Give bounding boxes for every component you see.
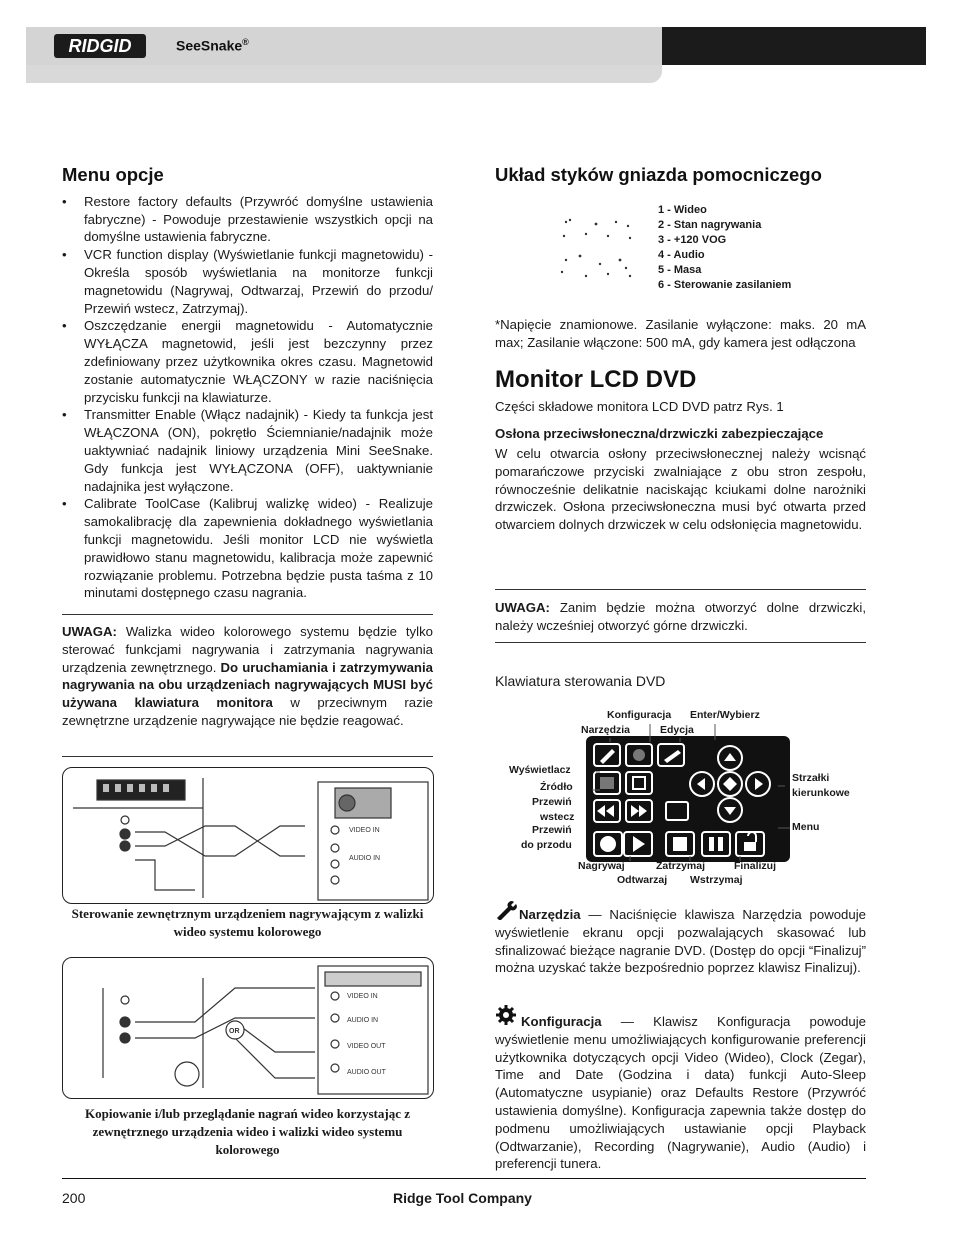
label-nagrywaj: Nagrywaj: [578, 860, 625, 872]
footer-rule: [62, 1178, 866, 1179]
list-item: 3 - +120 VOG: [658, 234, 727, 246]
label-przewin-przod-2: do przodu: [521, 839, 572, 851]
label-audio-in: AUDIO IN: [349, 855, 381, 862]
label-wstrzymaj: Wstrzymaj: [690, 874, 743, 886]
label-zrodlo: Źródło: [540, 781, 573, 793]
page-number: 200: [62, 1190, 86, 1206]
label-zatrzymaj: Zatrzymaj: [656, 860, 706, 872]
cover-text: W celu otwarcia osłony przeciwsłonecznej należy wcisnąć pomarańczowe przyciski zwalniające z obu stron zespołu, równocześnie delikatnie naciskając kciukami dolne narożniki drzwiczek. Osłona przeciwsłoneczna musi być otwarta przed otwarciem dolnych drzwiczek w celu odsłonięcia magnetowidu.: [495, 445, 866, 533]
config-label: Konfiguracja: [521, 1014, 602, 1029]
label-wyswietlacz: Wyświetlacz: [509, 764, 571, 776]
product-name: SeeSnake®: [176, 37, 249, 54]
label-edycja: Edycja: [660, 724, 694, 736]
list-item: • Calibrate ToolCase (Kalibruj walizkę wideo) - Realizuje samokalibrację dla zapewnienia dokładnego wyświetlania funkcji magnetowidu. Jeśli monitor LCD nie wyświetla prawidłowo stanu magnetowidu, kalibracja może zapewnić rozwiązanie problemu. Potrzebna będzie pusta taśma z 10 minutami dostępnego czasu nagrania.: [62, 495, 433, 602]
figure-2-caption: Kopiowanie i/lub przeglądanie nagrań wideo korzystając z zewnętrznego urządzenia wideo i walizki wideo systemu kolorowego: [85, 1106, 410, 1157]
divider: [495, 642, 866, 643]
list-item: 2 - Stan nagrywania: [658, 219, 762, 231]
ridgid-logo: [54, 34, 146, 58]
dvd-monitor-title: Monitor LCD DVD: [495, 365, 697, 393]
label-odtwarzaj: Odtwarzaj: [617, 874, 668, 886]
label-narzedzia: Narzędzia: [581, 724, 631, 736]
header-dark-block: [662, 27, 926, 65]
note2-label: UWAGA:: [495, 600, 550, 615]
note-block: UWAGA: Walizka wideo kolorowego systemu będzie tylko sterować funkcjami nagrywania i zatrzymania nagrywania urządzenia zewnętrznego. Do uruchamiania i zatrzymywania nagrywania na obu urządzeniach nagrywających MUSI być używana klawiatura monitora w przeciwnym razie zewnętrzne urządzenie nagrywające nie będzie reagować.: [62, 624, 433, 728]
list-item: 4 - Audio: [658, 249, 705, 261]
list-item: • Oszczędzanie energii magnetowidu - Automatycznie WYŁĄCZA magnetowid, jeśli jest bezczynny przez zdefiniowany przez użytkownika okres czasu. Magnetowid zostanie automatycznie WŁĄCZONY w razie naciśnięcia przycisku funkcji na klawiaturze.: [62, 317, 433, 406]
tools-label: Narzędzia: [519, 907, 581, 922]
list-item: • Restore factory defaults (Przywróć domyślne ustawienia fabryczne) - Powoduje przestawienie wszystkich opcji na domyślne ustawienia fabryczne.: [62, 193, 433, 246]
tools-description: Narzędzia — Naciśnięcie klawisza Narzędzia powoduje wyświetlenie ekranu opcji pozwalających skasować lub sfinalizować bieżące nagranie DVD. (Dostęp do opcji “Finalizuj” można uzyskać także bezpośrednio poprzez klawisz Finalizuj).: [495, 907, 866, 976]
label-video-out: VIDEO OUT: [347, 1043, 386, 1050]
list-item: 1 - Wideo: [658, 204, 707, 216]
menu-options-title: Menu opcje: [62, 164, 164, 185]
list-item: 6 - Sterowanie zasilaniem: [658, 279, 792, 291]
list-item: 5 - Masa: [658, 264, 702, 276]
label-przewin-przod-1: Przewiń: [532, 824, 572, 836]
label-video-in: VIDEO IN: [349, 827, 380, 834]
company-name: Ridge Tool Company: [393, 1190, 532, 1206]
label-przewin-wstecz-2: wstecz: [540, 811, 575, 823]
logo-text: RIDGID: [68, 36, 132, 56]
note-bold: Do uruchamiania i zatrzymywania nagrywania na obu urządzeniach nagrywających MUSI być używana klawiatura monitora: [62, 659, 433, 711]
label-enter: Enter/Wybierz: [690, 709, 760, 721]
list-item: • Transmitter Enable (Włącz nadajnik) - Kiedy ta funkcja jest WŁĄCZONA (ON), pokrętło Ściemnianie/nadajnik może uaktywniać nadajnik liniowy urządzenia Mini SeeSnake. Gdy funkcja jest WYŁĄCZONA (OFF), uaktywnianie nadajnika jest wyłączone.: [62, 406, 433, 495]
wiring-diagram-2: [63, 958, 433, 1098]
label-przewin-wstecz-1: Przewiń: [532, 796, 572, 808]
figure-copy-video: [62, 957, 434, 1099]
label-konfiguracja: Konfiguracja: [607, 709, 672, 721]
label-strzalki-1: Strzałki: [792, 772, 830, 784]
label-or: OR: [229, 1028, 240, 1035]
label-video-in: VIDEO IN: [347, 993, 378, 1000]
figure-external-recorder: [62, 767, 434, 904]
cover-heading: Osłona przeciwsłoneczna/drzwiczki zabezpieczające: [495, 426, 824, 442]
wiring-diagram-1: [63, 768, 433, 903]
divider: [495, 589, 866, 590]
divider: [62, 614, 433, 615]
label-audio-in: AUDIO IN: [347, 1017, 379, 1024]
figure-1-caption: Sterowanie zewnętrznym urządzeniem nagrywającym z walizki wideo systemu kolorowego: [71, 906, 424, 939]
pin-list: [658, 203, 791, 293]
header-underbar: [26, 65, 662, 83]
config-description: Konfiguracja — Klawisz Konfiguracja powoduje wyświetlenie menu umożliwiających konfigurowanie preferencji użytkownika dotyczących opcji Video (Wideo), Clock (Zegar), Time and Date (Godzina i data) funkcji Auto-Sleep (Automatyczne usypianie) oraz Defaults Restore (Przywróć ustawienia domyślne). Konfiguracja zapewnia także dostęp do podmenu umożliwiających ustawianie opcji Playback (Odtwarzanie), Recording (Nagrywanie), Audio (Audio) i preferencji tunera.: [495, 1014, 866, 1172]
parts-reference: Części składowe monitora LCD DVD patrz Rys. 1: [495, 399, 784, 415]
dvd-section: [495, 316, 866, 534]
voltage-note: *Napięcie znamionowe. Zasilanie wyłączone: maks. 20 mA max; Zasilanie włączone: 500 mA, gdy kamera jest odłączona: [495, 317, 866, 350]
label-finalizuj: Finalizuj: [734, 860, 776, 872]
label-audio-out: AUDIO OUT: [347, 1069, 386, 1076]
aux-section: [495, 166, 866, 184]
menu-options-list: [62, 193, 433, 602]
label-strzalki-2: kierunkowe: [792, 787, 850, 799]
note2-block: UWAGA: Zanim będzie można otworzyć dolne drzwiczki, należy wcześniej otworzyć górne drzwiczki.: [495, 600, 866, 633]
aux-connector-pinout-icon: [556, 212, 636, 284]
keypad-title: Klawiatura sterowania DVD: [495, 673, 666, 689]
aux-connector-title: Układ styków gniazda pomocniczego: [495, 164, 822, 185]
left-column: [62, 166, 433, 602]
divider: [62, 756, 433, 757]
note-label: UWAGA:: [62, 624, 117, 639]
label-menu: Menu: [792, 821, 820, 833]
list-item: • VCR function display (Wyświetlanie funkcji magnetowidu) - Określa sposób wyświetlania na monitorze funkcji magnetowidu (Nagrywaj, Odtwarzaj, Przewiń do przodu/ Przewiń wstecz, Zatrzymaj).: [62, 246, 433, 317]
